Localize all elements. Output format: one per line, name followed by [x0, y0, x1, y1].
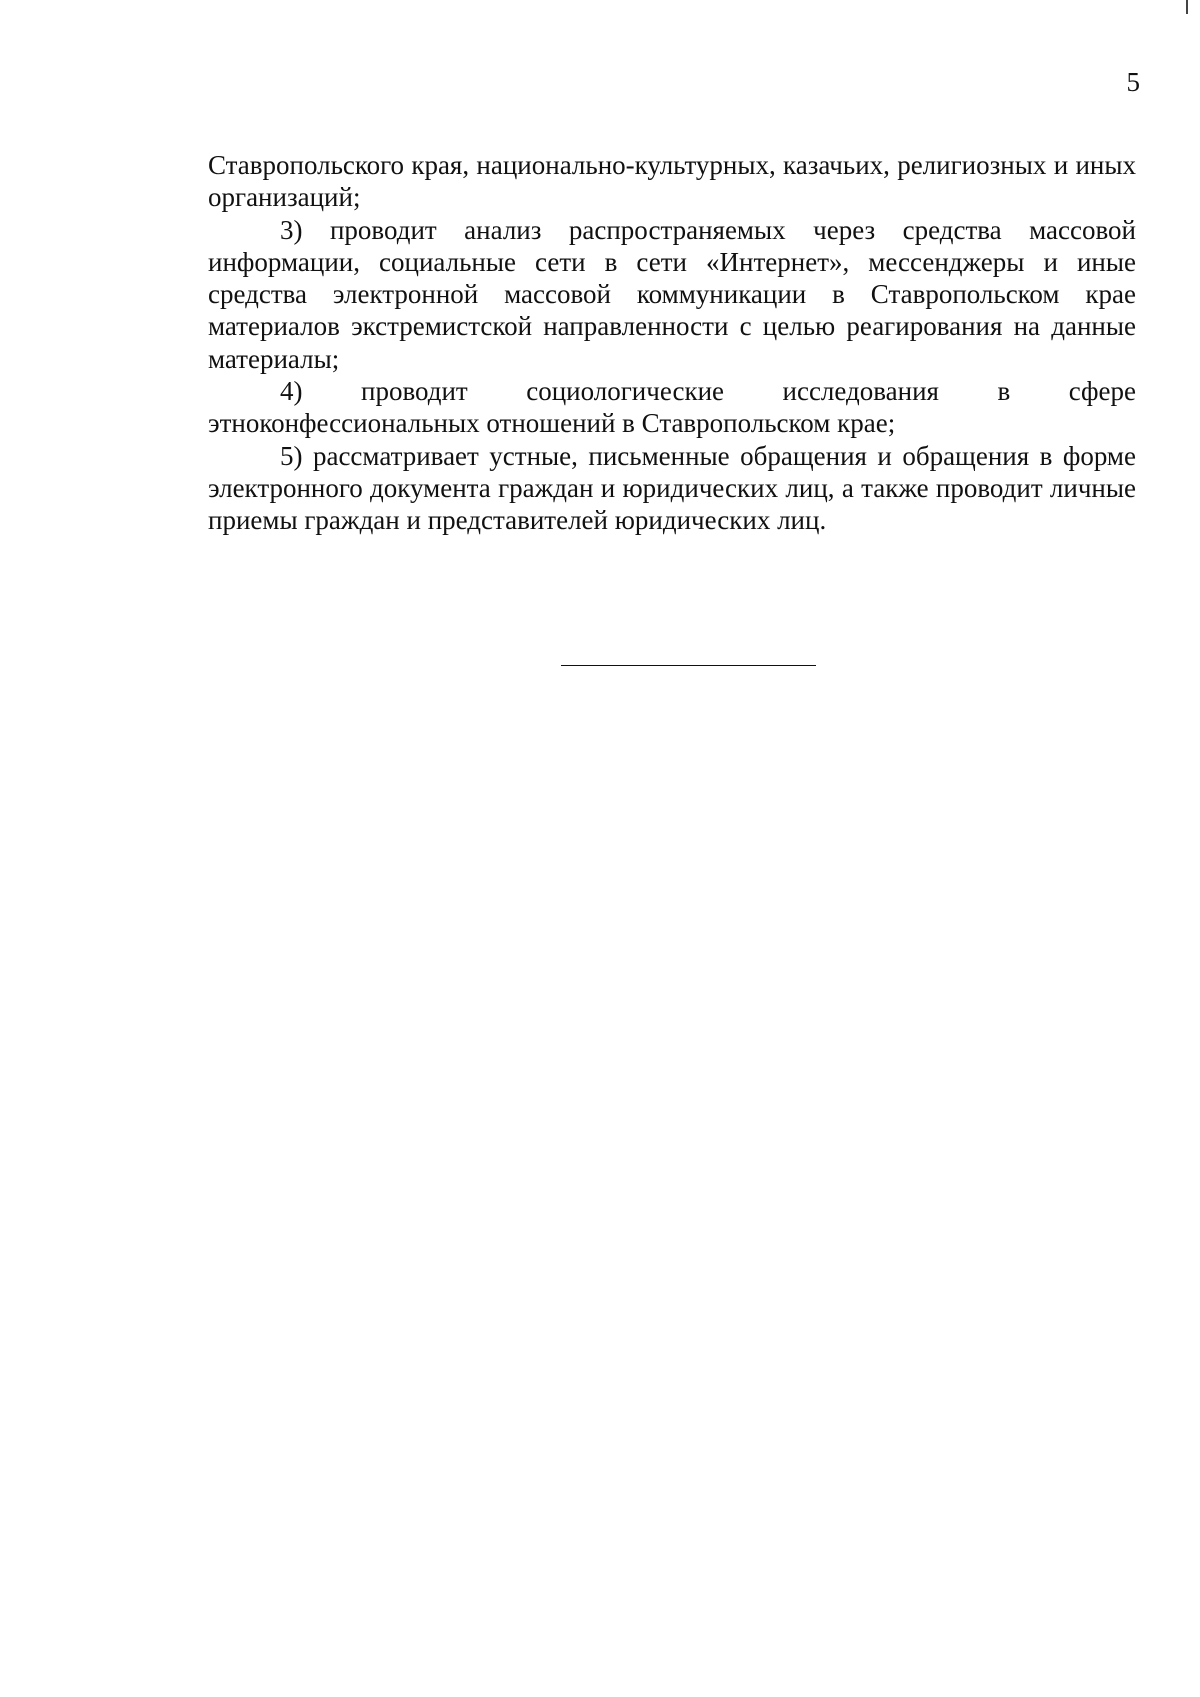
paragraph-item-4-continuation: этноконфессиональных отношений в Ставропольском крае; — [208, 408, 896, 439]
scan-edge-mark — [1186, 0, 1188, 14]
paragraph-item-4: 4) проводит социологические исследования в сфере — [280, 376, 1136, 407]
end-separator-line — [561, 665, 816, 666]
paragraph-continuation: Ставропольского края, национально-культурных, казачьих, религиозных и иных организаций; — [208, 150, 1136, 213]
page-number: 5 — [1126, 67, 1140, 97]
document-body — [208, 149, 1136, 537]
paragraph-item-3: 3) проводит анализ распространяемых через средства массовой информации, социальные сети в сети «Интернет», мессенджеры и иные средства электронной массовой коммуникации в Ставропольском крае материалов экстремистской направленности с целью реагирования на данные материалы; — [208, 214, 1136, 374]
paragraph-item-5: 5) рассматривает устные, письменные обращения и обращения в форме электронного документа граждан и юридических лиц, а также проводит личные приемы граждан и представителей юридических лиц. — [208, 440, 1136, 536]
